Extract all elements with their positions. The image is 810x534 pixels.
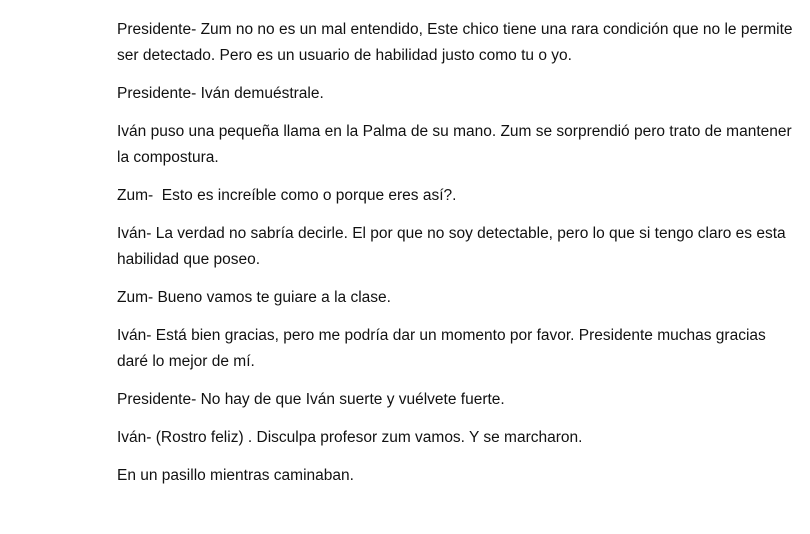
paragraph-2: Presidente- Iván demuéstrale. bbox=[117, 85, 324, 102]
paragraph-6: Zum- Bueno vamos te guiare a la clase. bbox=[117, 289, 391, 306]
paragraph-4: Zum- Esto es increíble como o porque eres así?. bbox=[117, 187, 457, 204]
document-page bbox=[117, 17, 797, 501]
paragraph-5: Iván- La verdad no sabría decirle. El por que no soy detectable, pero lo que si tengo claro es esta habilidad que poseo. bbox=[117, 225, 790, 268]
paragraph-9: Iván- (Rostro feliz) . Disculpa profesor zum vamos. Y se marcharon. bbox=[117, 429, 583, 446]
paragraph-7: Iván- Está bien gracias, pero me podría dar un momento por favor. Presidente muchas gracias daré lo mejor de mí. bbox=[117, 327, 771, 370]
paragraph-3: Iván puso una pequeña llama en la Palma de su mano. Zum se sorprendió pero trato de mantener la compostura. bbox=[117, 123, 796, 166]
paragraph-1: Presidente- Zum no no es un mal entendido, Este chico tiene una rara condición que no le permite ser detectado. Pero es un usuario de habilidad justo como tu o yo. bbox=[117, 21, 797, 64]
paragraph-10: En un pasillo mientras caminaban. bbox=[117, 467, 354, 484]
paragraph-8: Presidente- No hay de que Iván suerte y vuélvete fuerte. bbox=[117, 391, 505, 408]
